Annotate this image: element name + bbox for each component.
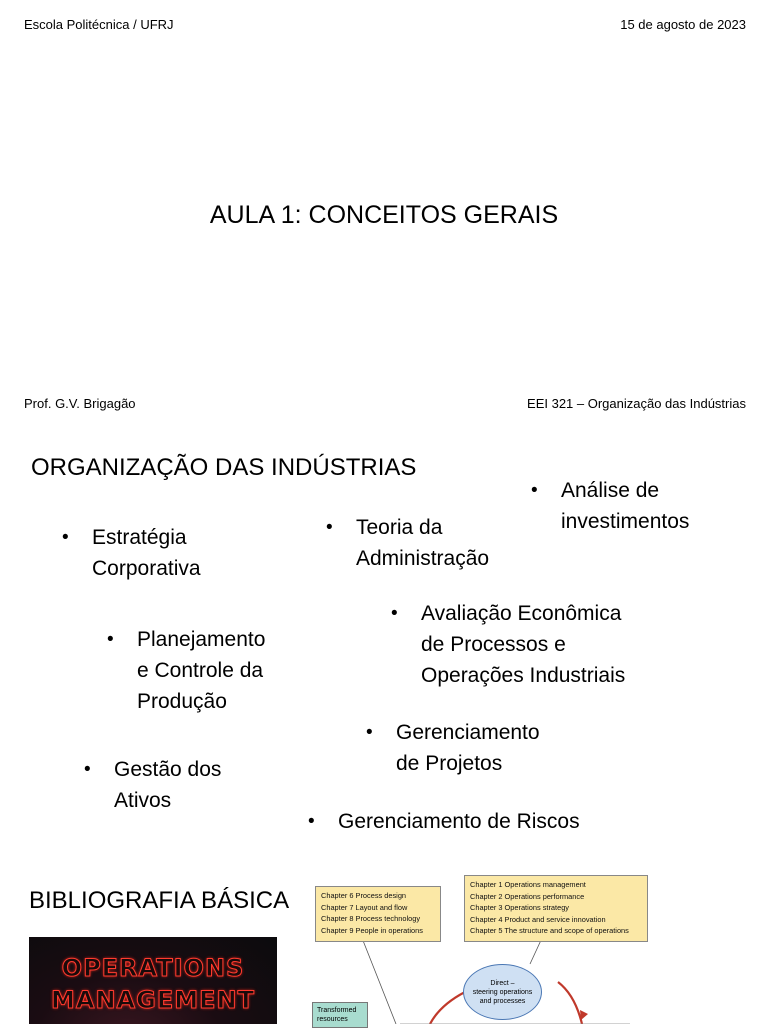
flow-arc-left: [430, 992, 465, 1024]
header-institution: Escola Politécnica / UFRJ: [24, 17, 174, 32]
bullet-icon: •: [391, 603, 398, 624]
topic-gestao-ativos: • Gestão dos Ativos: [84, 754, 221, 816]
diagram-box-design-chapters: Chapter 6 Process design Chapter 7 Layout and flow Chapter 8 Process technology Chapter 9 People in operations: [315, 886, 441, 942]
book-cover-title-line2: MANAGEMENT: [51, 986, 255, 1014]
diagram-box-strategy-chapters: Chapter 1 Operations management Chapter 2 Operations performance Chapter 3 Operations strategy Chapter 4 Product and service innovation Chapter 5 The structure and scope of operations: [464, 875, 648, 942]
bullet-icon: •: [107, 629, 114, 650]
topic-analise-investimentos: • Análise de investimentos: [531, 475, 689, 537]
topic-avaliacao-economica: • Avaliação Econômica de Processos e Operações Industriais: [391, 598, 625, 691]
bullet-icon: •: [62, 527, 69, 548]
diagram-transformed-resources-box: Transformed resources: [312, 1002, 368, 1028]
header-date: 15 de agosto de 2023: [620, 17, 746, 32]
slide-3-title: BIBLIOGRAFIA BÁSICA: [29, 887, 290, 914]
bullet-icon: •: [326, 517, 333, 538]
flow-arc-right: [558, 982, 582, 1024]
topic-gerenciamento-riscos: • Gerenciamento de Riscos: [308, 806, 580, 837]
bullet-icon: •: [531, 480, 538, 501]
bullet-icon: •: [84, 759, 91, 780]
topic-estrategia-corporativa: • Estratégia Corporativa: [62, 522, 201, 584]
bullet-icon: •: [308, 811, 315, 832]
slide-2-title: ORGANIZAÇÃO DAS INDÚSTRIAS: [31, 454, 417, 481]
topic-gerenciamento-projetos: • Gerenciamento de Projetos: [366, 717, 540, 779]
footer-professor: Prof. G.V. Brigagão: [24, 396, 136, 411]
topic-teoria-administracao: • Teoria da Administração: [326, 512, 489, 574]
slide-title: AULA 1: CONCEITOS GERAIS: [209, 201, 559, 229]
book-cover: [29, 937, 277, 1024]
arrow-head-icon: [580, 1010, 588, 1020]
topic-planejamento-controle: • Planejamento e Controle da Produção: [107, 624, 265, 717]
book-cover-title-line1: OPERATIONS: [61, 954, 245, 982]
footer-course: EEI 321 – Organização das Indústrias: [527, 396, 746, 411]
diagram-direct-ellipse: Direct – steering operations and processes: [463, 964, 542, 1020]
bullet-icon: •: [366, 722, 373, 743]
